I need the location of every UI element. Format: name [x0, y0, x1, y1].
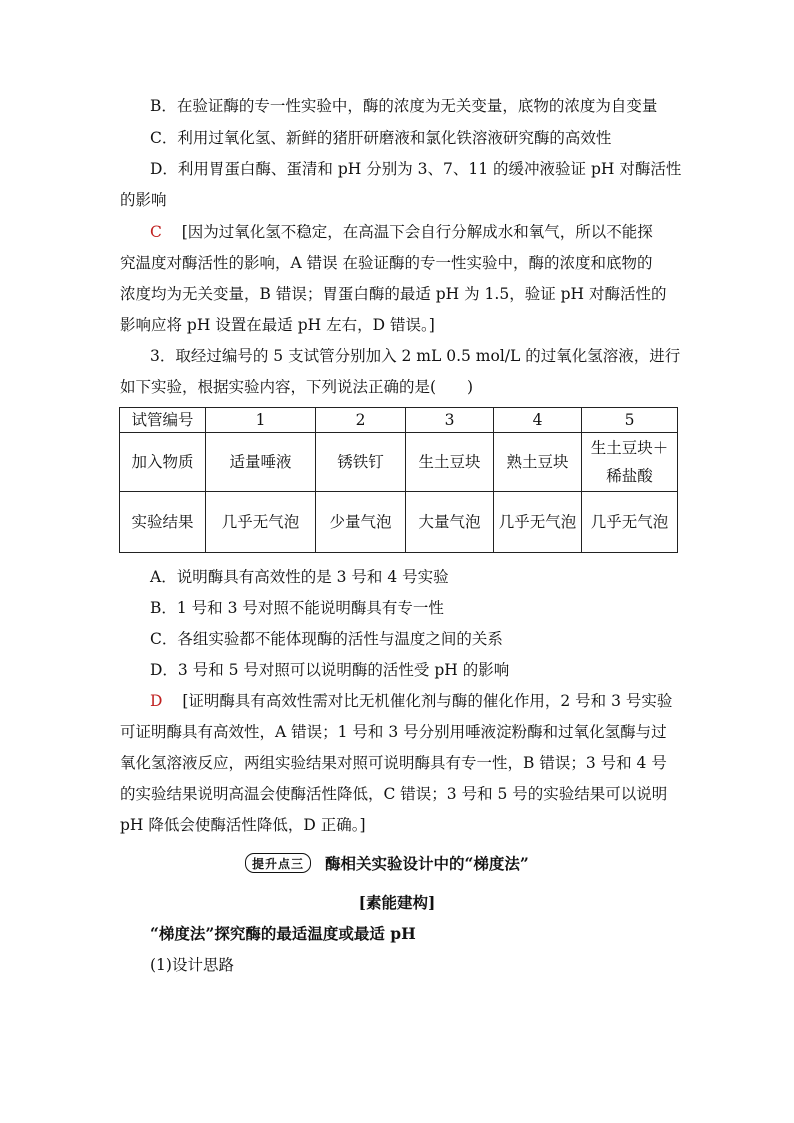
q3-answer-letter: D: [150, 692, 163, 710]
q3-stem-line2: 如下实验，根据实验内容，下列说法正确的是( ): [120, 378, 474, 396]
q2-answer-line: [150, 222, 710, 242]
section-heading: [245, 852, 529, 874]
q3-option-d: D．3 号和 5 号对照可以说明酶的活性受 pH 的影响: [150, 661, 510, 679]
step-heading: (1)设计思路: [150, 956, 234, 974]
q3-explanation-line4: 的实验结果说明高温会使酶活性降低，C 错误；3 号和 5 号的实验结果可以说明: [120, 785, 668, 803]
q3-explanation-line2: 可证明酶具有高效性，A 错误；1 号和 3 号分别用唾液淀粉酶和过氧化氢酶与过: [120, 723, 667, 741]
section-badge: 提升点三: [245, 853, 311, 873]
table-header-cell: 3: [406, 408, 494, 433]
table-header-cell: 5: [582, 408, 678, 433]
q3-explanation-line1: [证明酶具有高效性需对比无机催化剂与酶的催化作用，2 号和 3 号实验: [182, 692, 673, 710]
table-cell: 生土豆块: [406, 433, 494, 492]
table-cell: 少量气泡: [316, 492, 406, 553]
q3-option-b: B．1 号和 3 号对照不能说明酶具有专一性: [150, 599, 444, 617]
table-header-cell: 2: [316, 408, 406, 433]
table-cell: 几乎无气泡: [494, 492, 582, 553]
q3-option-a: A．说明酶具有高效性的是 3 号和 4 号实验: [150, 568, 449, 586]
table-row-label: 实验结果: [120, 492, 206, 553]
q2-option-c: C．利用过氧化氢、新鲜的猪肝研磨液和氯化铁溶液研究酶的高效性: [150, 129, 612, 147]
table-header-row: [120, 408, 678, 433]
q2-explanation-line1: [因为过氧化氢不稳定，在高温下会自行分解成水和氧气，所以不能探: [181, 223, 653, 241]
table-row: [120, 492, 678, 553]
table-header-cell: 试管编号: [120, 408, 206, 433]
table-row: [120, 433, 678, 492]
table-header-cell: 1: [206, 408, 316, 433]
q2-option-d-line2: 的影响: [120, 191, 167, 209]
table-cell: 几乎无气泡: [582, 492, 678, 553]
table-cell: 大量气泡: [406, 492, 494, 553]
q2-option-b: B．在验证酶的专一性实验中，酶的浓度为无关变量，底物的浓度为自变量: [150, 97, 658, 115]
q2-explanation-line2: 究温度对酶活性的影响，A 错误 在验证酶的专一性实验中，酶的浓度和底物的: [120, 254, 653, 272]
table-cell: 几乎无气泡: [206, 492, 316, 553]
q2-answer-letter: C: [150, 223, 162, 241]
q3-option-c: C．各组实验都不能体现酶的活性与温度之间的关系: [150, 630, 503, 648]
q3-explanation-line3: 氧化氢溶液反应，两组实验结果对照可说明酶具有专一性，B 错误；3 号和 4 号: [120, 754, 667, 772]
q3-answer-line: [150, 691, 710, 711]
table-row-label: 加入物质: [120, 433, 206, 492]
topic-heading: “梯度法”探究酶的最适温度或最适 pH: [150, 924, 416, 943]
section-subtitle: [素能建构]: [358, 893, 436, 912]
section-title: 酶相关实验设计中的“梯度法”: [325, 854, 529, 873]
q2-explanation-line4: 影响应将 pH 设置在最适 pH 左右，D 错误。]: [120, 316, 435, 334]
table-header-cell: 4: [494, 408, 582, 433]
table-cell: 熟土豆块: [494, 433, 582, 492]
q2-explanation-line3: 浓度均为无关变量，B 错误；胃蛋白酶的最适 pH 为 1.5，验证 pH 对酶活性的: [120, 285, 667, 303]
table-cell: 适量唾液: [206, 433, 316, 492]
q3-stem-line1: 3．取经过编号的 5 支试管分别加入 2 mL 0.5 mol/L 的过氧化氢溶液，进行: [150, 347, 681, 365]
q2-option-d-line1: D．利用胃蛋白酶、蛋清和 pH 分别为 3、7、11 的缓冲液验证 pH 对酶活性: [150, 160, 682, 178]
table-cell: 生土豆块＋稀盐酸: [582, 433, 678, 492]
q3-explanation-line5: pH 降低会使酶活性降低，D 正确。]: [120, 816, 366, 834]
table-cell: 锈铁钉: [316, 433, 406, 492]
experiment-table: [119, 407, 678, 553]
